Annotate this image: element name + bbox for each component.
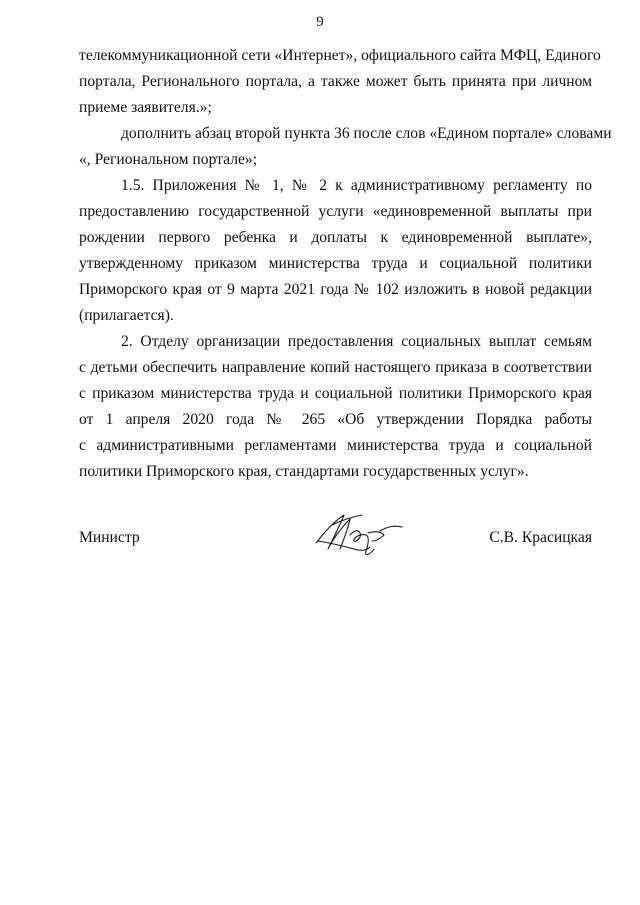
text-line: «, Региональном портале»;: [79, 151, 258, 168]
paragraph-1: [79, 43, 601, 121]
text-line: Приморского края от 9 марта 2021 года № 102 изложить в новой редакции: [79, 281, 592, 298]
text-line: от 1 апреля 2020 года № 265 «Об утверждении Порядка работы: [79, 411, 592, 428]
text-line: с административными регламентами министерства труда и социальной: [79, 437, 592, 454]
handwritten-signature: [310, 505, 410, 563]
page-number: 9: [316, 14, 324, 30]
paragraph-4: [79, 329, 592, 485]
text-line: 2. Отделу организации предоставления социальных выплат семьям: [121, 333, 592, 350]
signatory-name: С.В. Красицкая: [489, 529, 592, 546]
text-line: политики Приморского края, стандартами государственных услуг».: [79, 463, 529, 480]
text-line: предоставлению государственной услуги «единовременной выплаты при: [79, 203, 592, 220]
paragraph-2: [79, 121, 612, 173]
signatory-title: Министр: [79, 529, 140, 546]
text-line: утвержденному приказом министерства труда и социальной политики: [79, 255, 592, 272]
text-line: (прилагается).: [79, 307, 174, 324]
text-line: портала, Регионального портала, а также может быть принята при личном: [79, 73, 592, 90]
text-line: дополнить абзац второй пункта 36 после слов «Едином портале» словами: [121, 125, 612, 142]
text-line: телекоммуникационной сети «Интернет», официального сайта МФЦ, Единого: [79, 47, 601, 64]
text-line: рождении первого ребенка и доплаты к единовременной выплате»,: [79, 229, 592, 246]
text-line: с приказом министерства труда и социальной политики Приморского края: [79, 385, 592, 402]
text-line: 1.5. Приложения № 1, № 2 к административному регламенту по: [121, 177, 592, 194]
text-line: с детьми обеспечить направление копий настоящего приказа в соответствии: [79, 359, 592, 376]
text-line: приеме заявителя.»;: [79, 99, 212, 116]
paragraph-3: [79, 173, 592, 329]
